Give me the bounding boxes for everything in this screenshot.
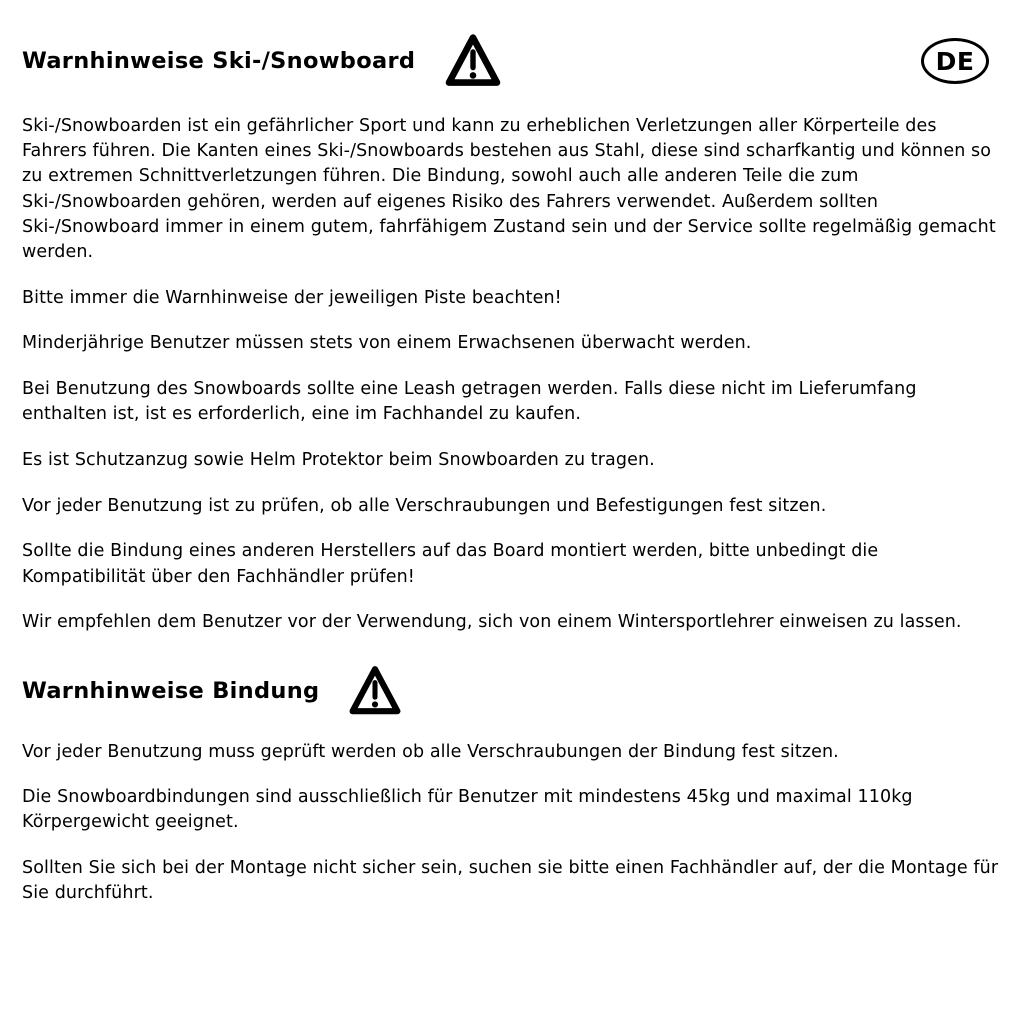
paragraph: Minderjährige Benutzer müssen stets von einem Erwachsenen überwacht werden. [22, 333, 752, 354]
section-bindung-title: Warnhinweise Bindung [22, 677, 320, 704]
paragraph: Vor jeder Benutzung muss geprüft werden ob alle Verschraubungen der Bindung fest sitzen. [22, 741, 839, 762]
paragraph: Ski-/Snowboarden ist ein gefährlicher Sport und kann zu erheblichen Verletzungen aller Körperteile des Fahrers führen. Die Kanten eines Ski-/Snowboards bestehen aus Stahl, diese sind scharfkantig und können so zu extremen Schnittverletzungen führen. Die Bindung, sowohl auch alle anderen Teile die zum Ski-/Snowboarden gehören, werden auf eigenes Risiko des Fahrers verwendet. Außerdem sollten Ski-/Snowboard immer in einem gutem, fahrfähigem Zustand sein und der Service sollte regelmäßig gemacht werden. [22, 116, 996, 263]
paragraph: Wir empfehlen dem Benutzer vor der Verwendung, sich von einem Wintersportlehrer einweisen zu lassen. [22, 612, 962, 633]
paragraph: Die Snowboardbindungen sind ausschließlich für Benutzer mit mindestens 45kg und maximal 110kg Körpergewicht geeignet. [22, 787, 913, 833]
language-badge [921, 38, 989, 84]
paragraph: Es ist Schutzanzug sowie Helm Protektor beim Snowboarden zu tragen. [22, 450, 655, 471]
paragraph: Bei Benutzung des Snowboards sollte eine Leash getragen werden. Falls diese nicht im Lieferumfang enthalten ist, ist es erforderlich, eine im Fachhandel zu kaufen. [22, 379, 917, 425]
section-ski-snowboard-header [22, 30, 1003, 92]
language-badge-label: DE [935, 46, 975, 76]
paragraph: Sollte die Bindung eines anderen Herstellers auf das Board montiert werden, bitte unbedingt die Kompatibilität über den Fachhändler prüfen! [22, 541, 879, 587]
paragraph: Bitte immer die Warnhinweise der jeweiligen Piste beachten! [22, 287, 562, 308]
section-ski-snowboard-title: Warnhinweise Ski-/Snowboard [22, 48, 416, 74]
warning-triangle-icon [443, 30, 503, 92]
section-bindung-body [22, 740, 1003, 907]
section-ski-snowboard-body [22, 114, 1003, 636]
section-bindung-header [22, 662, 1003, 720]
warning-triangle-icon [347, 662, 403, 720]
paragraph: Sollten Sie sich bei der Montage nicht sicher sein, suchen sie bitte einen Fachhändler auf, der die Montage für Sie durchführt. [22, 858, 999, 904]
paragraph: Vor jeder Benutzung ist zu prüfen, ob alle Verschraubungen und Befestigungen fest sitzen. [22, 495, 827, 516]
